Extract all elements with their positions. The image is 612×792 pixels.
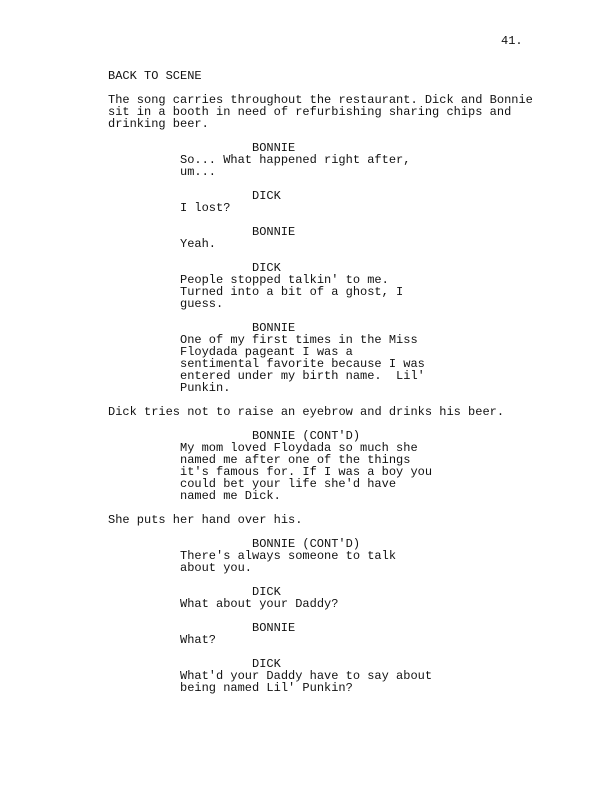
character-cue-line: BONNIE (CONT'D) xyxy=(252,429,361,443)
dialogue-block-line: Yeah. xyxy=(180,237,217,251)
dialogue-block-line: it's famous for. If I was a boy you xyxy=(180,465,433,479)
character-cue-line: DICK xyxy=(252,261,281,275)
block-spacer xyxy=(108,178,548,190)
dialogue-block xyxy=(180,154,548,178)
character-cue-line: DICK xyxy=(252,657,281,671)
action-block xyxy=(108,94,548,130)
dialogue-block-line: What? xyxy=(180,633,217,647)
dialogue-block-line: People stopped talkin' to me. xyxy=(180,273,389,287)
action-block xyxy=(108,406,548,418)
dialogue-block-line: My mom loved Floydada so much she xyxy=(180,441,418,455)
block-spacer xyxy=(108,310,548,322)
dialogue-block-line: entered under my birth name. Lil' xyxy=(180,369,425,383)
block-spacer xyxy=(108,214,548,226)
dialogue-block-line: Floydada pageant I was a xyxy=(180,345,353,359)
dialogue-block-line: Turned into a bit of a ghost, I xyxy=(180,285,404,299)
action-block-line: Dick tries not to raise an eyebrow and drinks his beer. xyxy=(108,405,505,419)
scene-heading xyxy=(108,70,548,82)
block-spacer xyxy=(108,250,548,262)
dialogue-block-line: There's always someone to talk xyxy=(180,549,397,563)
block-spacer xyxy=(108,130,548,142)
action-block-line: She puts her hand over his. xyxy=(108,513,303,527)
screenplay-body xyxy=(108,70,548,694)
dialogue-block-line: One of my first times in the Miss xyxy=(180,333,418,347)
dialogue-block xyxy=(180,670,548,694)
character-cue-line: BONNIE xyxy=(252,321,296,335)
dialogue-block xyxy=(180,238,548,250)
block-spacer xyxy=(108,574,548,586)
character-cue-line: DICK xyxy=(252,585,281,599)
dialogue-block-line: about you. xyxy=(180,561,253,575)
dialogue-block-line: I lost? xyxy=(180,201,231,215)
action-block-line: The song carries throughout the restaurant. Dick and Bonnie xyxy=(108,93,533,107)
dialogue-block-line: guess. xyxy=(180,297,224,311)
dialogue-block-line: Punkin. xyxy=(180,381,231,395)
dialogue-block-line: named me after one of the things xyxy=(180,453,411,467)
block-spacer xyxy=(108,646,548,658)
character-cue xyxy=(252,190,548,202)
action-block xyxy=(108,514,548,526)
dialogue-block-line: What about your Daddy? xyxy=(180,597,339,611)
character-cue-line: BONNIE xyxy=(252,141,296,155)
dialogue-block-line: What'd your Daddy have to say about xyxy=(180,669,433,683)
character-cue xyxy=(252,622,548,634)
dialogue-block-line: could bet your life she'd have xyxy=(180,477,397,491)
dialogue-block xyxy=(180,598,548,610)
dialogue-block-line: sentimental favorite because I was xyxy=(180,357,425,371)
scene-heading-line: BACK TO SCENE xyxy=(108,69,202,83)
dialogue-block-line: being named Lil' Punkin? xyxy=(180,681,353,695)
dialogue-block xyxy=(180,334,548,394)
character-cue xyxy=(252,226,548,238)
page-number: 41. xyxy=(501,34,523,48)
block-spacer xyxy=(108,610,548,622)
character-cue-line: DICK xyxy=(252,189,281,203)
character-cue-line: BONNIE xyxy=(252,225,296,239)
dialogue-block xyxy=(180,550,548,574)
dialogue-block xyxy=(180,274,548,310)
character-cue-line: BONNIE (CONT'D) xyxy=(252,537,361,551)
character-cue-line: BONNIE xyxy=(252,621,296,635)
dialogue-block-line: So... What happened right after, xyxy=(180,153,411,167)
action-block-line: drinking beer. xyxy=(108,117,209,131)
dialogue-block xyxy=(180,202,548,214)
dialogue-block-line: um... xyxy=(180,165,217,179)
dialogue-block xyxy=(180,634,548,646)
action-block-line: sit in a booth in need of refurbishing sharing chips and xyxy=(108,105,512,119)
dialogue-block xyxy=(180,442,548,502)
dialogue-block-line: named me Dick. xyxy=(180,489,281,503)
